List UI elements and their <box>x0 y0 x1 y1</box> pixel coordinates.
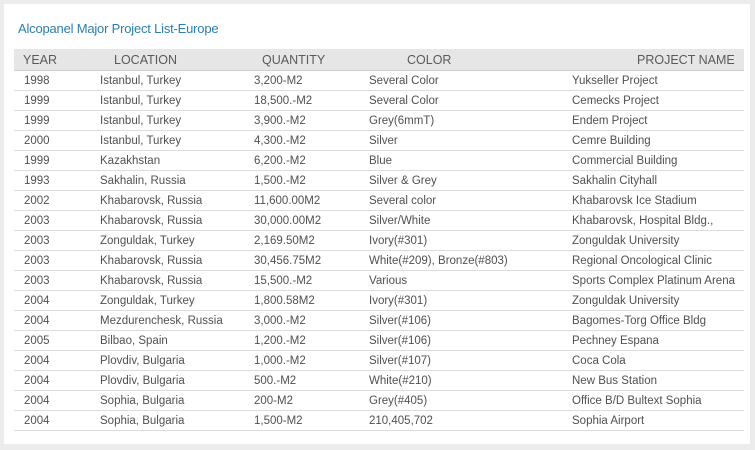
cell-location: Istanbul, Turkey <box>100 71 254 91</box>
cell-year: 2004 <box>14 311 100 331</box>
cell-color: Blue <box>369 151 572 171</box>
cell-quantity: 1,800.58M2 <box>254 291 369 311</box>
cell-location: Khabarovsk, Russia <box>100 191 254 211</box>
column-header-quantity: QUANTITY <box>254 49 369 71</box>
cell-location: Sophia, Bulgaria <box>100 391 254 411</box>
cell-color: White(#209), Bronze(#803) <box>369 251 572 271</box>
table-row <box>14 71 744 91</box>
cell-quantity: 3,900.-M2 <box>254 111 369 131</box>
cell-year: 2004 <box>14 291 100 311</box>
cell-project-name: Bagomes-Torg Office Bldg <box>572 311 744 331</box>
cell-color: Several Color <box>369 91 572 111</box>
cell-location: Khabarovsk, Russia <box>100 271 254 291</box>
cell-project-name: Regional Oncological Clinic <box>572 251 744 271</box>
table-row <box>14 351 744 371</box>
cell-color: Silver <box>369 131 572 151</box>
table-row <box>14 411 744 431</box>
cell-quantity: 500.-M2 <box>254 371 369 391</box>
cell-year: 2004 <box>14 371 100 391</box>
cell-location: Istanbul, Turkey <box>100 131 254 151</box>
cell-project-name: Commercial Building <box>572 151 744 171</box>
header-row <box>14 49 744 71</box>
cell-year: 2004 <box>14 351 100 371</box>
cell-project-name: Khabarovsk, Hospital Bldg., <box>572 211 744 231</box>
cell-year: 2003 <box>14 251 100 271</box>
cell-color: Silver(#107) <box>369 351 572 371</box>
cell-quantity: 200-M2 <box>254 391 369 411</box>
cell-quantity: 30,000.00M2 <box>254 211 369 231</box>
cell-year: 2004 <box>14 391 100 411</box>
cell-quantity: 3,200-M2 <box>254 71 369 91</box>
cell-location: Kazakhstan <box>100 151 254 171</box>
cell-location: Bilbao, Spain <box>100 331 254 351</box>
cell-project-name: Zonguldak University <box>572 291 744 311</box>
cell-color: Several Color <box>369 71 572 91</box>
table-row <box>14 331 744 351</box>
cell-quantity: 6,200.-M2 <box>254 151 369 171</box>
table-row <box>14 171 744 191</box>
project-list-panel <box>4 4 750 444</box>
table-row <box>14 311 744 331</box>
table-row <box>14 231 744 251</box>
cell-location: Istanbul, Turkey <box>100 111 254 131</box>
table-row <box>14 111 744 131</box>
cell-project-name: Cemre Building <box>572 131 744 151</box>
cell-location: Mezdurenchesk, Russia <box>100 311 254 331</box>
column-header-project-name: PROJECT NAME <box>572 49 744 71</box>
cell-year: 1999 <box>14 91 100 111</box>
cell-quantity: 3,000.-M2 <box>254 311 369 331</box>
cell-quantity: 11,600.00M2 <box>254 191 369 211</box>
cell-project-name: Coca Cola <box>572 351 744 371</box>
cell-location: Zonguldak, Turkey <box>100 291 254 311</box>
cell-color: Several color <box>369 191 572 211</box>
cell-location: Plovdiv, Bulgaria <box>100 351 254 371</box>
table-row <box>14 91 744 111</box>
table-header <box>14 49 744 71</box>
table-row <box>14 391 744 411</box>
cell-project-name: Sophia Airport <box>572 411 744 431</box>
cell-project-name: Cemecks Project <box>572 91 744 111</box>
table-row <box>14 251 744 271</box>
cell-year: 2000 <box>14 131 100 151</box>
cell-quantity: 1,500-M2 <box>254 411 369 431</box>
cell-year: 1998 <box>14 71 100 91</box>
cell-color: 210,405,702 <box>369 411 572 431</box>
cell-project-name: Zonguldak University <box>572 231 744 251</box>
cell-color: Silver(#106) <box>369 331 572 351</box>
cell-color: Grey(#405) <box>369 391 572 411</box>
cell-year: 1999 <box>14 151 100 171</box>
table-row <box>14 291 744 311</box>
cell-location: Sophia, Bulgaria <box>100 411 254 431</box>
cell-quantity: 4,300.-M2 <box>254 131 369 151</box>
cell-year: 2003 <box>14 231 100 251</box>
table-row <box>14 211 744 231</box>
cell-year: 2002 <box>14 191 100 211</box>
cell-quantity: 15,500.-M2 <box>254 271 369 291</box>
cell-quantity: 1,500.-M2 <box>254 171 369 191</box>
cell-year: 2003 <box>14 211 100 231</box>
cell-location: Khabarovsk, Russia <box>100 211 254 231</box>
cell-color: Silver/White <box>369 211 572 231</box>
column-header-location: LOCATION <box>100 49 254 71</box>
cell-project-name: Yukseller Project <box>572 71 744 91</box>
cell-quantity: 18,500.-M2 <box>254 91 369 111</box>
cell-project-name: Sports Complex Platinum Arena <box>572 271 744 291</box>
cell-color: White(#210) <box>369 371 572 391</box>
cell-project-name: Pechney Espana <box>572 331 744 351</box>
cell-color: Silver(#106) <box>369 311 572 331</box>
project-table <box>14 49 744 431</box>
cell-color: Grey(6mmT) <box>369 111 572 131</box>
table-row <box>14 151 744 171</box>
cell-project-name: Office B/D Bultext Sophia <box>572 391 744 411</box>
table-row <box>14 271 744 291</box>
table-row <box>14 131 744 151</box>
cell-location: Plovdiv, Bulgaria <box>100 371 254 391</box>
cell-color: Ivory(#301) <box>369 291 572 311</box>
cell-quantity: 2,169.50M2 <box>254 231 369 251</box>
cell-year: 2005 <box>14 331 100 351</box>
cell-project-name: New Bus Station <box>572 371 744 391</box>
cell-quantity: 1,200.-M2 <box>254 331 369 351</box>
page-title: Alcopanel Major Project List-Europe <box>18 21 219 36</box>
cell-year: 1999 <box>14 111 100 131</box>
cell-year: 2003 <box>14 271 100 291</box>
table-body <box>14 71 744 431</box>
column-header-year: YEAR <box>14 49 100 71</box>
cell-project-name: Sakhalin Cityhall <box>572 171 744 191</box>
cell-project-name: Endem Project <box>572 111 744 131</box>
cell-location: Khabarovsk, Russia <box>100 251 254 271</box>
cell-location: Zonguldak, Turkey <box>100 231 254 251</box>
cell-color: Silver & Grey <box>369 171 572 191</box>
cell-quantity: 1,000.-M2 <box>254 351 369 371</box>
table-row <box>14 191 744 211</box>
cell-year: 2004 <box>14 411 100 431</box>
cell-year: 1993 <box>14 171 100 191</box>
table-row <box>14 371 744 391</box>
cell-project-name: Khabarovsk Ice Stadium <box>572 191 744 211</box>
column-header-color: COLOR <box>369 49 572 71</box>
cell-quantity: 30,456.75M2 <box>254 251 369 271</box>
cell-color: Various <box>369 271 572 291</box>
cell-location: Istanbul, Turkey <box>100 91 254 111</box>
cell-color: Ivory(#301) <box>369 231 572 251</box>
cell-location: Sakhalin, Russia <box>100 171 254 191</box>
